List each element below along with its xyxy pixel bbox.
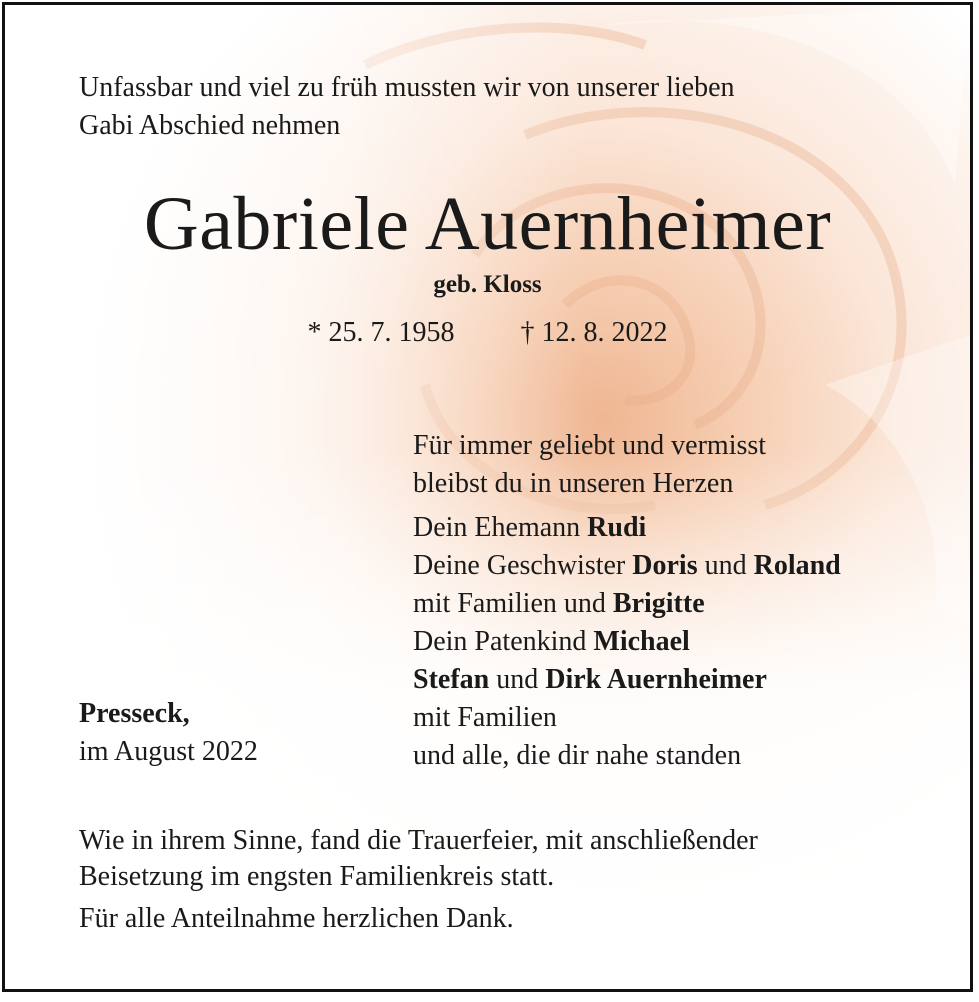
husband-line [413,509,841,547]
deceased-name: Gabriele Auernheimer [143,182,832,266]
sibling-name-1: Doris [632,550,698,581]
closing-line-2: Beisetzung im engsten Familienkreis statt. [79,861,555,892]
intro-text [79,69,735,145]
siblings-prefix: Deine Geschwister [413,550,626,581]
families-prefix: mit Familien und [413,588,606,619]
godchild-line [413,623,841,661]
town: Presseck, [79,698,190,729]
siblings-line [413,547,841,585]
month-year: im August 2022 [79,736,258,767]
husband-name: Rudi [587,512,647,543]
closing-line-1: Wie in ihrem Sinne, fand die Trauerfeier, mit anschließender [79,825,758,856]
husband-prefix: Dein Ehemann [413,512,581,543]
all-close-line: und alle, die dir nahe standen [413,740,742,771]
death-date: † 12. 8. 2022 [520,317,668,348]
with-families-line: mit Familien [413,702,557,733]
conjunction: und [704,550,747,581]
birth-date: * 25. 7. 1958 [307,317,455,348]
son-name-2: Dirk Auernheimer [545,664,767,695]
godchild-prefix: Dein Patenkind [413,626,587,657]
son-name-1: Stefan [413,664,490,695]
sibling-name-3: Brigitte [612,588,705,619]
families-line [413,585,841,623]
closing-text [79,823,758,937]
intro-line-1: Unfassbar und viel zu früh mussten wir von unserer lieben [79,72,735,103]
thanks-line: Für alle Anteilnahme herzlichen Dank. [79,903,514,934]
motto-line-1: Für immer geliebt und vermisst [413,430,767,461]
birth-name: geb. Kloss [433,271,542,298]
obituary-notice [2,2,973,992]
godchild-name: Michael [593,626,690,657]
mourners-block [413,427,841,775]
sons-line [413,661,841,699]
life-dates [5,317,970,349]
place-date-block [79,695,258,771]
intro-line-2: Gabi Abschied nehmen [79,110,341,141]
conjunction: und [496,664,539,695]
motto-line-2: bleibst du in unseren Herzen [413,468,734,499]
sibling-name-2: Roland [753,550,841,581]
